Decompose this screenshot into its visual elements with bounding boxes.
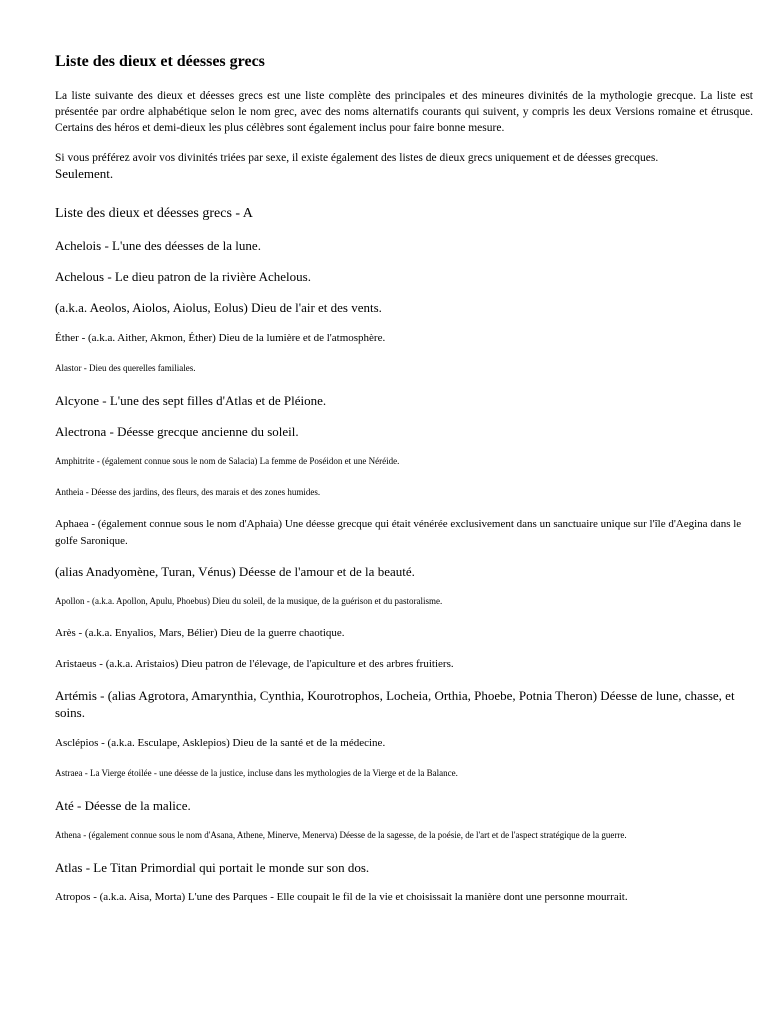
intro-paragraph-2-tail: Seulement. xyxy=(55,166,114,181)
entry-aeolus: (a.k.a. Aeolos, Aiolos, Aiolus, Eolus) Dieu de l'air et des vents. xyxy=(55,300,382,315)
entry-amphitrite: Amphitrite - (également connue sous le nom de Salacia) La femme de Poséidon et une Néréide. xyxy=(55,456,400,466)
entry-achelois: Achelois - L'une des déesses de la lune. xyxy=(55,238,261,253)
entry-astraea: Astraea - La Vierge étoilée - une déesse de la justice, incluse dans les mythologies de la Vierge et de la Balance. xyxy=(55,768,458,778)
intro-paragraph-1: La liste suivante des dieux et déesses grecs est une liste complète des principales et des mineures divinités de la mythologie grecque. La liste est présentée par ordre alphabétique selon le nom grec, avec des noms alternatifs courants qui suivent, y compris les deux Versions romaine et étrusque. Certains des héros et demi-dieux les plus célèbres sont également inclus pour faire bonne mesure. xyxy=(55,90,753,134)
entry-ether: Éther - (a.k.a. Aither, Akmon, Éther) Dieu de la lumière et de l'atmosphère. xyxy=(55,332,386,344)
entry-aristaeus: Aristaeus - (a.k.a. Aristaios) Dieu patron de l'élevage, de l'apiculture et des arbres fruitiers. xyxy=(55,658,454,670)
entry-athena: Athena - (également connue sous le nom d'Asana, Athene, Minerve, Menerva) Déesse de la sagesse, de la poésie, de l'art et de l'aspect stratégique de la guerre. xyxy=(55,830,627,840)
entry-atropos: Atropos - (a.k.a. Aisa, Morta) L'une des Parques - Elle coupait le fil de la vie et choisissait la manière dont une personne mourrait. xyxy=(55,891,628,903)
entry-alectrona: Alectrona - Déesse grecque ancienne du soleil. xyxy=(55,424,299,439)
entry-ares: Arès - (a.k.a. Enyalios, Mars, Bélier) Dieu de la guerre chaotique. xyxy=(55,627,345,639)
entry-atlas: Atlas - Le Titan Primordial qui portait le monde sur son dos. xyxy=(55,860,370,875)
entry-aphaea: Aphaea - (également connue sous le nom d'Aphaia) Une déesse grecque qui était vénérée exclusivement dans un sanctuaire unique sur l'île d'Aegina dans le golfe Saronique. xyxy=(55,518,742,547)
entry-asclepios: Asclépios - (a.k.a. Esculape, Asklepios) Dieu de la santé et de la médecine. xyxy=(55,737,386,749)
section-heading-a: Liste des dieux et déesses grecs - A xyxy=(55,206,253,221)
document-page xyxy=(55,52,753,906)
document-title: Liste des dieux et déesses grecs xyxy=(55,53,265,70)
entry-artemis: Artémis - (alias Agrotora, Amarynthia, Cynthia, Kourotrophos, Locheia, Orthia, Phoebe, Potnia Theron) Déesse de lune, chasse, et soins. xyxy=(55,688,735,720)
entry-alastor: Alastor - Dieu des querelles familiales. xyxy=(55,363,196,373)
intro-paragraph-2-text: Si vous préférez avoir vos divinités triées par sexe, il existe également des listes de dieux grecs uniquement et de déesses grecques. xyxy=(55,152,659,164)
entry-antheia: Antheia - Déesse des jardins, des fleurs, des marais et des zones humides. xyxy=(55,487,321,497)
entry-aphrodite: (alias Anadyomène, Turan, Vénus) Déesse de l'amour et de la beauté. xyxy=(55,564,415,579)
intro-paragraph-2 xyxy=(55,150,753,183)
entry-ate: Até - Déesse de la malice. xyxy=(55,798,191,813)
entry-achelous: Achelous - Le dieu patron de la rivière Achelous. xyxy=(55,269,311,284)
entry-apollon: Apollon - (a.k.a. Apollon, Apulu, Phoebus) Dieu du soleil, de la musique, de la guérison et du pastoralisme. xyxy=(55,596,443,606)
entry-alcyone: Alcyone - L'une des sept filles d'Atlas et de Pléione. xyxy=(55,393,327,408)
